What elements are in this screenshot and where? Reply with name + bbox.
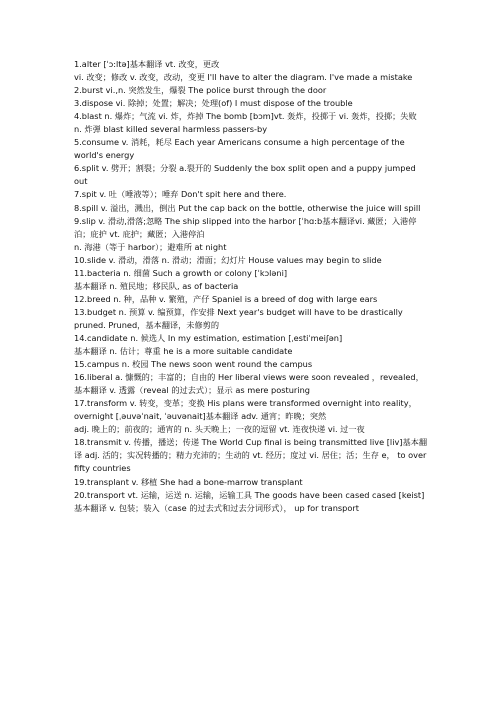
text-line: 11.bacteria n. 细菌 Such a growth or colony [ˈkɔləni] <box>74 267 288 278</box>
text-line: 20.transport vt. 运输，运送 n. 运输，运输工具 The goods have been cased cased [keist]基本翻译 v. 包装；装入（case 的过去式和过去分词形式）， up for transport <box>74 489 425 513</box>
text-line: 16.liberal a. 慷慨的；丰富的；自由的 Her liberal views were soon revealed ，revealed，基本翻译 v. 透露（reveal 的过去式）；显示 as mere posturing <box>74 372 424 396</box>
text-line: n. 炸弹 blast killed several harmless passers-by <box>74 124 268 135</box>
text-line: 17.transform v. 转变，变革；变换 His plans were transformed overnight into reality，overnight [ˌəuvəˈnait, ˈəuvənait]基本翻译 adv. 通宵；昨晚；突然 <box>74 398 417 422</box>
text-line: 9.slip v. 滑动,滑落;忽略 The ship slipped into the harbor [ˈhɑ:b基本翻译vi. 藏匿；入港停泊；庇护 vt. 庇护；藏匿；入港停泊 <box>74 215 417 239</box>
text-line: 2.burst vi.,n. 突然发生，爆裂 The police burst through the door <box>74 85 327 96</box>
text-line: 7.spit v. 吐（唾液等）；唾弃 Don't spit here and there. <box>74 189 287 200</box>
text-line: 12.breed n. 种，品种 v. 繁殖，产仔 Spaniel is a breed of dog with large ears <box>74 293 378 304</box>
text-line: 14.candidate n. 候选人 In my estimation, estimation [ˌestiˈmeiʃən] <box>74 332 343 343</box>
vocabulary-list <box>74 58 430 515</box>
text-line: 19.transplant v. 移植 She had a bone-marrow transplant <box>74 476 303 487</box>
text-line: 基本翻译 n. 殖民地；移民队, as of bacteria <box>74 280 239 291</box>
text-line: 10.slide v. 滑动，滑落 n. 滑动；滑面；幻灯片 House values may begin to slide <box>74 254 382 265</box>
text-line: 1.alter [ˈɔ:ltə]基本翻译 vt. 改变，更改 <box>74 59 220 69</box>
text-line: 4.blast n. 爆炸；气流 vi. 炸，炸掉 The bomb [bɔm]vt. 轰炸，投掷于 vi. 轰炸，投掷；失败 <box>74 111 417 122</box>
text-line: 13.budget n. 预算 v. 编预算，作安排 Next year's budget will have to be drastically pruned. Pruned，基本翻译，未修剪的 <box>74 306 403 330</box>
text-line: vi. 改变；修改 v. 改变，改动，变更 I'll have to alter the diagram. I've made a mistake <box>74 72 413 83</box>
text-line: 基本翻译 n. 估计；尊重 he is a more suitable candidate <box>74 346 293 357</box>
text-line: 3.dispose vi. 除掉；处置；解决；处理(of) I must dispose of the trouble <box>74 98 353 109</box>
text-line: 18.transmit v. 传播，播送；传递 The World Cup final is being transmitted live [liv]基本翻译 adj. 活的；实况转播的；精力充沛的；生动的 vt. 经历；度过 vi. 居住；活；生存 e， to over fifty countries <box>74 437 428 474</box>
text-line: n. 海港（等于 harbor）；避难所 at night <box>74 241 227 252</box>
text-line: adj. 晚上的；前夜的；通宵的 n. 头天晚上；一夜的逗留 vt. 连夜快递 vi. 过一夜 <box>74 424 365 435</box>
text-line: 6.split v. 劈开；割裂；分裂 a.裂开的 Suddenly the box split open and a puppy jumped out <box>74 163 416 187</box>
text-line: 8.spill v. 溢出，溅出，倒出 Put the cap back on the bottle, otherwise the juice will spill <box>74 202 421 213</box>
text-line: 5.consume v. 消耗，耗尽 Each year Americans consume a high percentage of the world's energy <box>74 137 405 161</box>
text-line: 15.campus n. 校园 The news soon went round the campus <box>74 359 313 370</box>
